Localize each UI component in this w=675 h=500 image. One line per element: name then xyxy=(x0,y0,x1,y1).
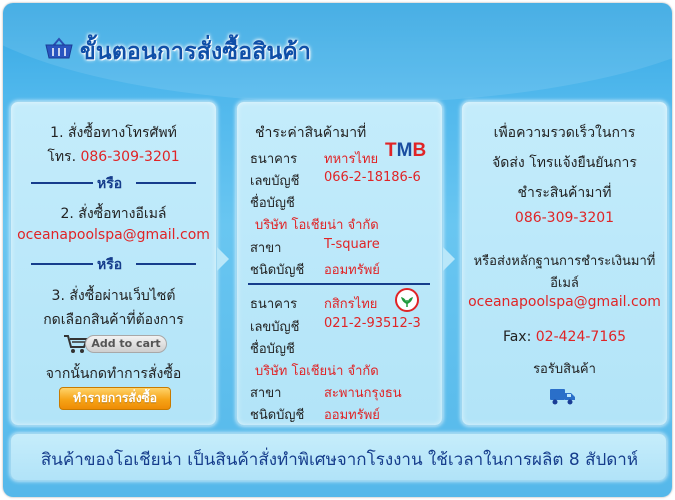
confirm-email-link[interactable]: oceanapoolspa@gmail.com xyxy=(468,294,661,310)
account-type: ออมทรัพย์ xyxy=(324,408,380,423)
account-type-label: ชนิดบัญชี xyxy=(250,408,305,423)
bank-name: ทหารไทย xyxy=(324,152,379,167)
branch-label: สาขา xyxy=(250,241,282,256)
step-arrow xyxy=(217,247,229,271)
account-name: บริษัท โอเชียน่า จำกัด xyxy=(255,218,379,233)
branch-label: สาขา xyxy=(250,386,282,401)
account-type: ออมทรัพย์ xyxy=(324,263,380,278)
branch-name: สะพานกรุงธน xyxy=(324,386,402,401)
tmb-logo xyxy=(385,140,426,162)
accounts-divider xyxy=(248,283,430,285)
then-label: จากนั้นกดทำการสั่งซื้อ xyxy=(45,366,182,382)
account-name-label: ชื่อบัญชี xyxy=(250,196,295,211)
or-label: หรือ xyxy=(97,176,123,192)
confirm-phone-link[interactable]: 086-309-3201 xyxy=(514,210,615,226)
account-type-label: ชนิดบัญชี xyxy=(250,263,305,278)
page-title: ขั้นตอนการสั่งซื้อสินค้า xyxy=(80,39,312,65)
order-email-link[interactable]: oceanapoolspa@gmail.com xyxy=(17,227,210,243)
bank-name: กสิกรไทย xyxy=(324,297,378,312)
fax-label: Fax: xyxy=(502,329,532,345)
confirm-line-1: เพื่อความรวดเร็วในการ xyxy=(493,125,636,141)
add-to-cart-button[interactable]: Add to cart xyxy=(85,335,167,353)
delivery-truck-icon xyxy=(549,385,577,407)
account-number-label: เลขบัญชี xyxy=(250,174,300,189)
add-to-cart-example[interactable] xyxy=(63,334,167,354)
order-phone-link[interactable]: 086-309-3201 xyxy=(80,149,180,165)
bank-label: ธนาคาร xyxy=(250,297,298,312)
or-divider-left xyxy=(31,182,93,184)
footer-text: สินค้าของโอเชียน่า เป็นสินค้าสั่งทำพิเศษจากโรงงาน ใช้เวลาในการผลิต 8 สัปดาห์ xyxy=(40,450,639,470)
step2-label: 2. สั่งซื้อทางอีเมล์ xyxy=(60,206,167,222)
step1-label: 1. สั่งซื้อทางโทรศัพท์ xyxy=(50,125,177,141)
footer-notice xyxy=(10,433,667,481)
slip-line-1: หรือส่งหลักฐานการชำระเงินมาที่ xyxy=(473,254,656,269)
kasikorn-logo-icon xyxy=(395,288,419,312)
or-divider-left xyxy=(31,263,93,265)
confirm-line-2: จัดส่ง โทรแจ้งยืนยันการ xyxy=(492,155,637,171)
fax-line xyxy=(461,329,668,345)
step-arrow xyxy=(443,247,455,271)
account-name-label: ชื่อบัญชี xyxy=(250,342,295,357)
account-name: บริษัท โอเชียน่า จำกัด xyxy=(255,364,379,379)
bank-label: ธนาคาร xyxy=(250,152,298,167)
or-divider-right xyxy=(136,182,196,184)
step3-label: 3. สั่งซื้อผ่านเว็บไซต์ xyxy=(51,288,176,304)
step3-detail: กดเลือกสินค้าที่ต้องการ xyxy=(43,312,184,328)
account-number: 021-2-93512-3 xyxy=(324,316,421,331)
fax-number: 02-424-7165 xyxy=(535,329,627,345)
tmb-logo-text: TMB xyxy=(385,140,427,161)
branch-name: T-square xyxy=(324,237,380,252)
confirm-line-3: ชำระสินค้ามาที่ xyxy=(517,185,612,201)
phone-prefix: โทร. xyxy=(47,149,77,165)
payment-title: ชำระค่าสินค้ามาที่ xyxy=(255,125,367,141)
account-number-label: เลขบัญชี xyxy=(250,320,300,335)
place-order-button[interactable]: ทำรายการสั่งซื้อ xyxy=(59,387,171,410)
wait-label: รอรับสินค้า xyxy=(533,362,596,377)
or-divider-right xyxy=(136,263,196,265)
step1-phone-line xyxy=(10,146,217,168)
basket-icon xyxy=(44,36,74,60)
or-label: หรือ xyxy=(97,257,123,273)
slip-line-2: อีเมล์ xyxy=(550,276,579,291)
account-number: 066-2-18186-6 xyxy=(324,170,421,185)
